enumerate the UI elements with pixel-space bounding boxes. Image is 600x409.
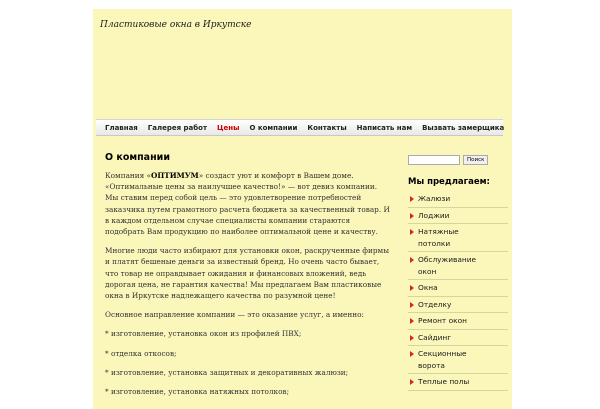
sidebar-item-label[interactable]: Обслуживание окон [418,255,477,276]
arrow-bullet-icon [410,196,414,202]
main-navigation [96,119,503,136]
sidebar-item-blinds[interactable] [408,191,508,208]
search-button[interactable]: Поиск [463,155,488,165]
sidebar-item-loggias[interactable] [408,208,508,225]
arrow-bullet-icon [410,335,414,341]
service-item: * отделка откосов; [105,348,177,358]
service-item: * изготовление, установка защитных и декоративных жалюзи; [105,367,349,377]
arrow-bullet-icon [410,229,414,235]
company-name: ОПТИМУМ [151,171,199,180]
content-paragraph: Многие люди часто избирают для установки окон, раскрученные фирмы и платят бешеные деньги за известный бренд. Но очень часто бывает, что товар не оправдывает ожидания и финансовых вложений, ведь дорогая цена, не гарантия качества! Мы предлагаем Вам пластиковые окна в Иркутске надлежащего качества по разумной цене! [105,246,390,301]
nav-item-home[interactable]: Главная [105,123,138,132]
main-content [105,152,390,405]
arrow-bullet-icon [410,257,414,263]
content-paragraph: Основное направление компании — это оказание услуг, а именно: [105,310,364,320]
nav-item-prices[interactable]: Цены [217,123,240,132]
content-paragraph [105,170,390,237]
sidebar-item-siding[interactable] [408,330,508,347]
sidebar-item-label[interactable]: Теплые полы [418,377,470,386]
service-item: * изготовление, установка окон из профилей ПВХ; [105,329,302,339]
sidebar-heading: Мы предлагаем: [408,177,490,187]
site-title[interactable]: Пластиковые окна в Иркутске [100,20,252,30]
sidebar-item-label[interactable]: Натяжные потолки [418,227,459,248]
sidebar-item-window-repair[interactable] [408,313,508,330]
sidebar-item-maintenance[interactable] [408,252,508,280]
page-container [93,9,512,409]
sidebar-item-label[interactable]: Лоджии [418,210,450,220]
nav-item-about[interactable]: О компании [249,123,298,132]
sidebar-item-label[interactable]: Ремонт окон [418,316,467,325]
arrow-bullet-icon [410,379,414,385]
arrow-bullet-icon [410,213,414,219]
search-form [408,155,508,165]
sidebar [408,155,508,391]
sidebar-item-finishing[interactable] [408,297,508,314]
sidebar-item-warm-floors[interactable] [408,374,508,391]
page-title: О компании [105,152,170,163]
sidebar-item-label[interactable]: Секционные ворота [418,349,467,370]
nav-item-write-us[interactable]: Написать нам [356,123,413,132]
paragraph-rest: » создаст уют и комфорт в Вашем доме. «Оптимальные цены за наилучшее качество!» — вот девиз компании. Мы ставим перед собой цель — это удовлетворение потребностей заказчика путем грамотного расчета бюджета за качественный товар. И в каждом отдельном случае специалисты компании стараются подобрать Вам продукцию по наиболее оптимальной цене и качеству. [105,171,390,237]
nav-item-contacts[interactable]: Контакты [307,123,347,132]
nav-item-call-measurer[interactable]: Вызвать замерщика [422,123,505,132]
sidebar-item-ceilings[interactable] [408,224,508,252]
sidebar-item-label[interactable]: Окна [418,283,438,292]
arrow-bullet-icon [410,318,414,324]
nav-item-gallery[interactable]: Галерея работ [147,123,208,132]
sidebar-item-label[interactable]: Сайдинг [418,332,452,342]
sidebar-item-windows[interactable] [408,280,508,297]
sidebar-item-label[interactable]: Отделку [418,299,452,309]
search-input[interactable] [408,155,460,165]
arrow-bullet-icon [410,351,414,357]
sidebar-item-gates[interactable] [408,346,508,374]
sidebar-item-label[interactable]: Жалюзи [418,194,451,203]
service-item: * изготовление, установка натяжных потолков; [105,387,290,397]
arrow-bullet-icon [410,302,414,308]
services-list [408,191,508,391]
arrow-bullet-icon [410,285,414,291]
paragraph-prefix: Компания « [105,171,152,180]
